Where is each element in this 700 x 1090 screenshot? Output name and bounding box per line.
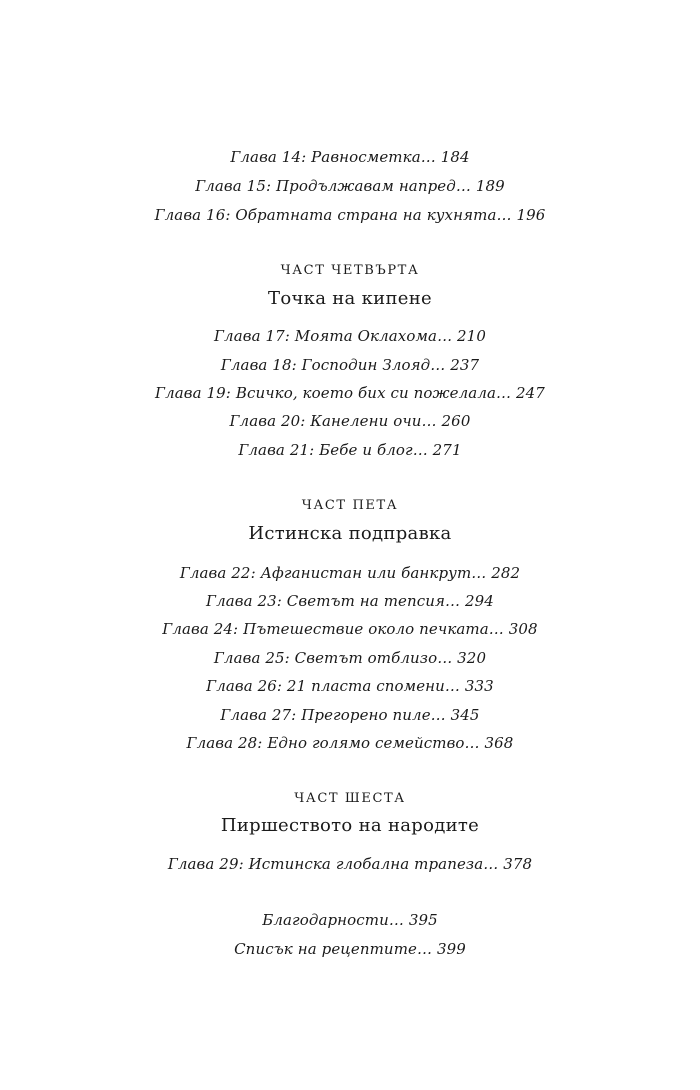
toc-entry-recipe-list: Списък на рецептите… 399	[234, 940, 466, 958]
part-five-title: Истинска подправка	[248, 523, 452, 544]
part-six-label: ЧАСТ ШЕСТА	[294, 791, 406, 806]
toc-entry-chapter-22: Глава 22: Афганистан или банкрут… 282	[179, 564, 521, 582]
toc-entry-chapter-14: Глава 14: Равносметка… 184	[230, 148, 470, 166]
toc-entry-chapter-19: Глава 19: Всичко, което бих си пожелала… 247	[155, 384, 545, 402]
toc-entry-chapter-20: Глава 20: Канелени очи… 260	[229, 412, 471, 430]
part-four-title: Точка на кипене	[268, 288, 432, 309]
toc-entry-chapter-28: Глава 28: Едно голямо семейство… 368	[186, 734, 514, 752]
toc-entry-chapter-23: Глава 23: Светът на тепсия… 294	[206, 592, 494, 610]
toc-entry-chapter-26: Глава 26: 21 пласта спомени… 333	[206, 677, 494, 695]
part-four-label: ЧАСТ ЧЕТВЪРТА	[280, 263, 420, 278]
toc-entry-chapter-27: Глава 27: Прегорено пиле… 345	[220, 706, 480, 724]
toc-entry-chapter-21: Глава 21: Бебе и блог… 271	[238, 441, 462, 459]
toc-entry-chapter-17: Глава 17: Моята Оклахома… 210	[214, 327, 486, 345]
toc-entry-chapter-15: Глава 15: Продължавам напред… 189	[195, 177, 505, 195]
toc-entry-chapter-18: Глава 18: Господин Злояд… 237	[220, 356, 480, 374]
toc-entry-chapter-29: Глава 29: Истинска глобална трапеза… 378	[167, 855, 533, 873]
toc-entry-chapter-25: Глава 25: Светът отблизо… 320	[213, 649, 487, 667]
part-five-label: ЧАСТ ПЕТА	[301, 498, 399, 513]
toc-entry-chapter-16: Глава 16: Обратната страна на кухнята… 196	[154, 206, 546, 224]
part-six-title: Пиршеството на народите	[220, 815, 480, 836]
toc-entry-chapter-24: Глава 24: Пътешествие около печката… 308	[162, 620, 538, 638]
toc-entry-acknowledgements: Благодарности… 395	[262, 911, 438, 929]
